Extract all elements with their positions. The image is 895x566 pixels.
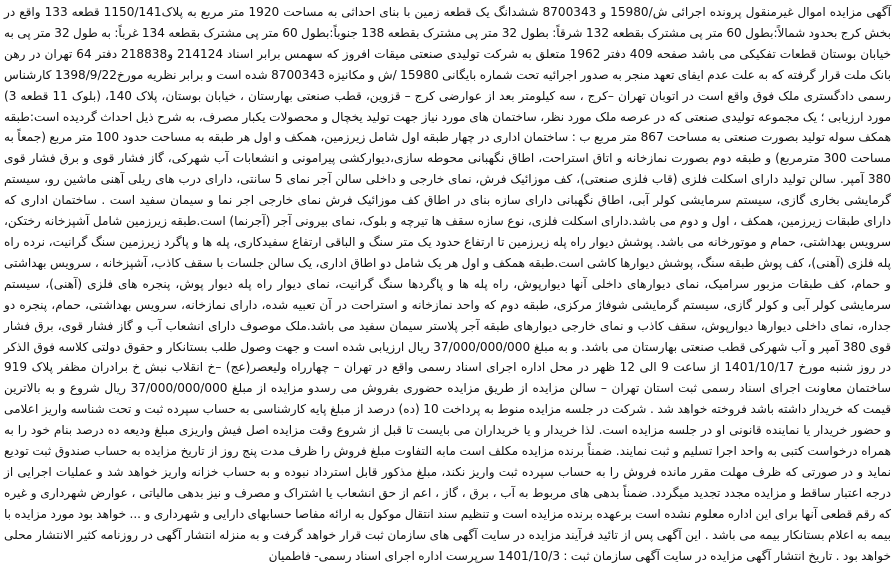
auction-notice-text: آگهی مزایده اموال غیرمنقول پرونده اجرائی ش/15980 و 8700343 ششدانگ یک قطعه زمین با بنای احداثی به مساحت 1920 متر مربع به پلاک1150/141 قطعه 133 واقع در بخش کرج بحدود شمالاً:بطول 60 متر پی مشترک بقطعه 132 شرقاً: بطول 32 متر پی مشترک بقطعه 138 جنوباً:بطول 60 متر پی مشترک بقطعه 134 غرباً: به طول 32 متر پی به خیابان بوستان قطعات تفکیکی می باشد صفحه 409 دفتر 1962 متعلق به شرکت تولیدی صنعتی میقات افروز که سهمس برابر اسناد 214124 و218838 دفتر 64 تهران در رهن بانک ملت قرار گرفته که به علت عدم ایفای تعهد منجر به صدور اجرائیه تحت شماره بایگانی 15980 /ش و مکانیزه 8700343 شده است و برابر نظریه مورخ1398/9/22 کارشناس رسمی دادگستری ملک فوق واقع است در اتوبان تهران –کرج ، سه کیلومتر بعد از عوارضی کرج – قزوین، قطب صنعتی بهارستان ، خیابان بوستان، پلاک 140، (بلوک 11 قطعه 3) مورد ارزیابی ؛ یک مجموعه تولیدی صنعتی که در عرصه ملک مورد نظر، ساختمان های مورد نیاز جهت تولید یخچال و محصولات یکبار مصرف، به شرح ذیل احداث گردیده است:طبقه همکف سوله تولید بصورت صنعتی به مساحت 867 متر مربع ب : ساختمان اداری در چهار طبقه اول شامل زیرزمین، همکف و اول هر طبقه به مساحت حدود 100 متر مربع (جمعاً به مساحت 300 مترمربع) و طبقه دوم بصورت نمازخانه و اتاق استراحت، اطاق نگهبانی محوطه سازی،دیوارکشی پیرامونی و انشعابات آب شهرکی، گاز فشار قوی و برق فشار قوی 380 آمپر. سالن تولید دارای اسکلت فلزی (قاب فلزی صنعتی)، کف موزائیک فرش، نمای خارجی و داخلی سالن آجر نمای 5 سانتی، دارای درب های ریلی آهنی ماشین رو، سیستم گرمایشی بخاری گازی، سیستم سرمایشی کولر آبی، اطاق نگهبانی دارای سازه بنای در اطاق کف موزائیک فرش نمای خارجی اجر نما و سیمان سفید است . ساختمان اداری که دارای طبقات زیرزمین، همکف ، اول و دوم می باشد.دارای اسکلت فلزی، نوع سازه سقف ها تیرچه و بلوک، نمای بیرونی آجر (آجرنما) است.طبقه زیرزمین شامل آشپزخانه رختکن، سرویس بهداشتی، حمام و موتورخانه می باشد. پوشش دیوار راه پله زیرزمین تا ارتفاع حدود یک متر سنگ و الباقی ارتفاع سفیدکاری، پله ها و پاگرد زیرزمین سنگ گرانیت، نرده راه پله فلزی (آهنی)، کف پوش طبقه سنگ، پوشش دیوارها کاشی است.طبقه همکف و اول هر یک شامل دو اطاق اداری، یک سالن جلسات با سقف کاذب، آشپزخانه ، سرویس بهداشتی و حمام، کف طبقات مزبور سرامیک، نمای دیوارهای داخلی آنها دیوارپوش، راه پله ها و پاگردها سنگ گرانیت، نمای دیوار راه پله دیوار پوش، پنجره های فلزی (آهنی)، سیستم سرمایشی کولر آبی و کولر گازی، سیستم گرمایشی شوفاژ مرکزی، طبقه دوم که واحد نمازخانه و استراحت در آن تعبیه شده، دارای نمازخانه، سرویس بهداشتی، حمام، پنجره دو جداره، نمای داخلی دیوارها دیوارپوش، سقف کاذب و نمای خارجی دیوارهای طبقه آجر پلاستر سیمان سفید می باشد.ملک موصوف دارای انشعاب آب و گاز فشار قوی، برق فشار قوی 380 آمپر و آب شهرکی قطب صنعتی بهارستان می باشد. و به مبلغ 37/000/000/000 ریال ارزیابی شده است و جهت وصول طلب بستانکار و حقوق دولتی کلاسه فوق الذکر در روز شنبه مورخ 1401/10/17 از ساعت 9 الی 12 ظهر در محل اداره اجرای اسناد رسمی واقع در تهران – چهارراه ولیعصر(عج) –خ انقلاب نبش خ برادران مظفر پلاک 919 ساختمان معاونت اجرای اسناد رسمی ثبت استان تهران – سالن مزایده از طریق مزایده حضوری بفروش می رسدو مزایده از مبلغ 37/000/000/000 ریال شروع و به بالاترین قیمت که خریدار داشته باشد فروخته خواهد شد . شرکت در جلسه مزایده منوط به پرداخت 10 (ده) درصد از مبلغ پایه کارشناسی به حساب سپرده ثبت و تحت شناسه واریز اعلامی و حضور خریدار یا نماینده قانونی او در جلسه مزایده است. لذا خریدار و یا خریداران می بایست تا قبل از شروع وقت مزایده اصل فیش واریزی مبلغ ودیعه ده درصد بنام خود را به همراه درخواست کتبی به واحد اجرا تسلیم و ثبت نمایند. ضمناً برنده مزایده مکلف است مابه التفاوت مبلغ فروش را ظرف مدت پنج روز از تاریخ مزایده به حساب صندوق ثبت تودیع نماید و در صورتی که ظرف مهلت مقرر مانده فروش را به حساب سپرده ثبت واریز نکند، مبلغ مذکور قابل استرداد نبوده و به حساب خزانه واریز خواهد شد و عملیات اجرایی از درجه اعتبار ساقط و مزایده مجدد تجدید میگردد. ضمناً بدهی های مربوط به آب ، برق ، گاز ، اعم از حق انشعاب یا اشتراک و مصرف و نیز بدهی مالیاتی ، عوارض شهرداری و غیره که رقم قطعی آنها برای این اداره معلوم نشده است برعهده برنده مزایده است و تنظیم سند انتقال موکول به ارائه مفاصا حسابهای دارایی و شهرداری و ... خواهد بود مورد مزایده با بیمه به اعلام بستانکار بیمه می باشد . این آگهی پس از تائید فرآیند مزایده در سایت آگهی های سازمان ثبت قرار خواهد گرفت و به منزله انتشار آگهی در روزنامه کثیر الانتشار محلی خواهد بود . تاریخ انتشار آگهی مزایده در سایت آگهی سازمان ثبت : 1401/10/3 سرپرست اداره اجرای اسناد رسمی- فاطمیان — [4, 5, 892, 563]
